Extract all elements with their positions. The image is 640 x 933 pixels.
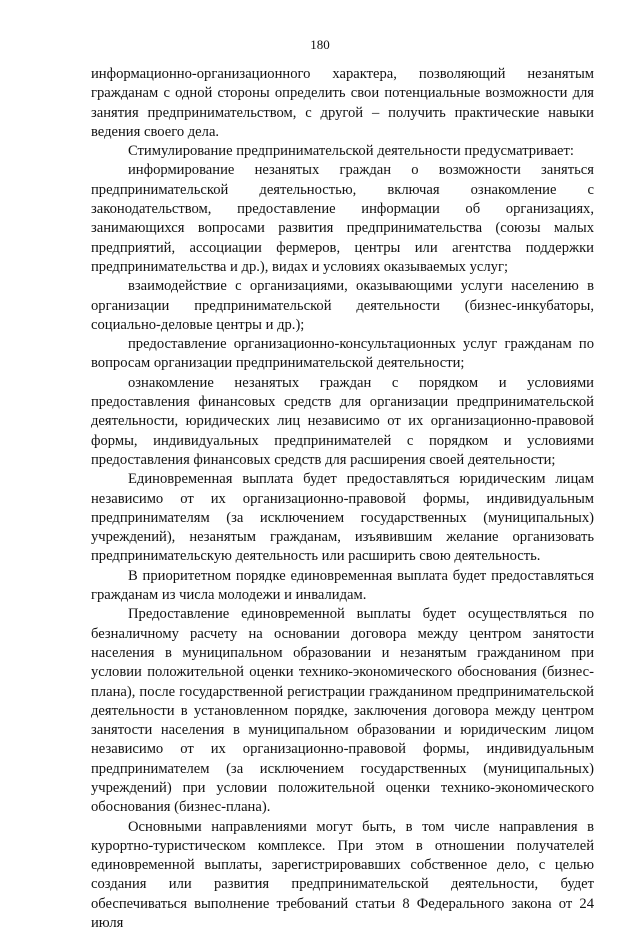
paragraph: Стимулирование предпринимательской деятельности предусматривает: <box>128 143 574 160</box>
paragraph: предоставление организационно-консультационных услуг гражданам по вопросам организации предпринимательской деятельности; <box>91 336 594 372</box>
body-text <box>91 65 594 933</box>
paragraph: Основными направлениями могут быть, в том числе направления в курортно-туристическом комплексе. При этом в отношении получателей единовременной выплаты, зарегистрировавших собственное дело, с целью создания или развития предпринимательской деятельности, будет обеспечиваться выполнение требований статьи 8 Федерального закона от 24 июля <box>91 818 594 932</box>
paragraph: ознакомление незанятых граждан с порядком и условиями предоставления финансовых средств для организации предпринимательской деятельности, юридических лиц независимо от их организационно-правовой формы, индивидуальных предпринимателей с порядком и условиями предоставления финансовых средств для расширения своей деятельности; <box>91 374 594 468</box>
page-number: 180 <box>310 37 330 52</box>
paragraph: взаимодействие с организациями, оказывающими услуги населению в организации предпринимательской деятельности (бизнес-инкубаторы, социально-деловые центры и др.); <box>91 278 594 333</box>
paragraph-continuation: информационно-организационного характера, позволяющий незанятым гражданам с одной стороны определить свои потенциальные возможности для занятия предпринимательством, с другой – получить практические навыки ведения своего дела. <box>91 66 594 140</box>
paragraph: В приоритетном порядке единовременная выплата будет предоставляться гражданам из числа молодежи и инвалидам. <box>91 567 594 604</box>
paragraph: информирование незанятых граждан о возможности заняться предпринимательской деятельностью, включая ознакомление с законодательством, предоставление информации об организациях, занимающихся вопросами развития предпринимательства (союзы малых предприятий, ассоциации фермеров, центры или агентства поддержки предпринимательства и др.), видах и условиях оказываемых услуг; <box>91 162 594 275</box>
paragraph: Единовременная выплата будет предоставляться юридическим лицам независимо от их организационно-правовой формы, индивидуальным предпринимателям (за исключением государственных (муниципальных) учреждений), незанятым гражданам, изъявившим желание организовать предпринимательскую деятельность или расширить свою деятельность. <box>91 471 594 565</box>
paragraph: Предоставление единовременной выплаты будет осуществляться по безналичному расчету на основании договора между центром занятости населения в муниципальном образовании и незанятым гражданином при условии положительной оценки технико-экономического обоснования (бизнес-плана), после государственной регистрации гражданином предпринимательской деятельности в установленном порядке, заключения договора между центром занятости населения в муниципальном образовании и юридическим лицом независимо от их организационно-правовой формы, индивидуальным предпринимателем (за исключением государственных (муниципальных) учреждений) при условии положительной оценки технико-экономического обоснования (бизнес-плана). <box>91 606 594 816</box>
